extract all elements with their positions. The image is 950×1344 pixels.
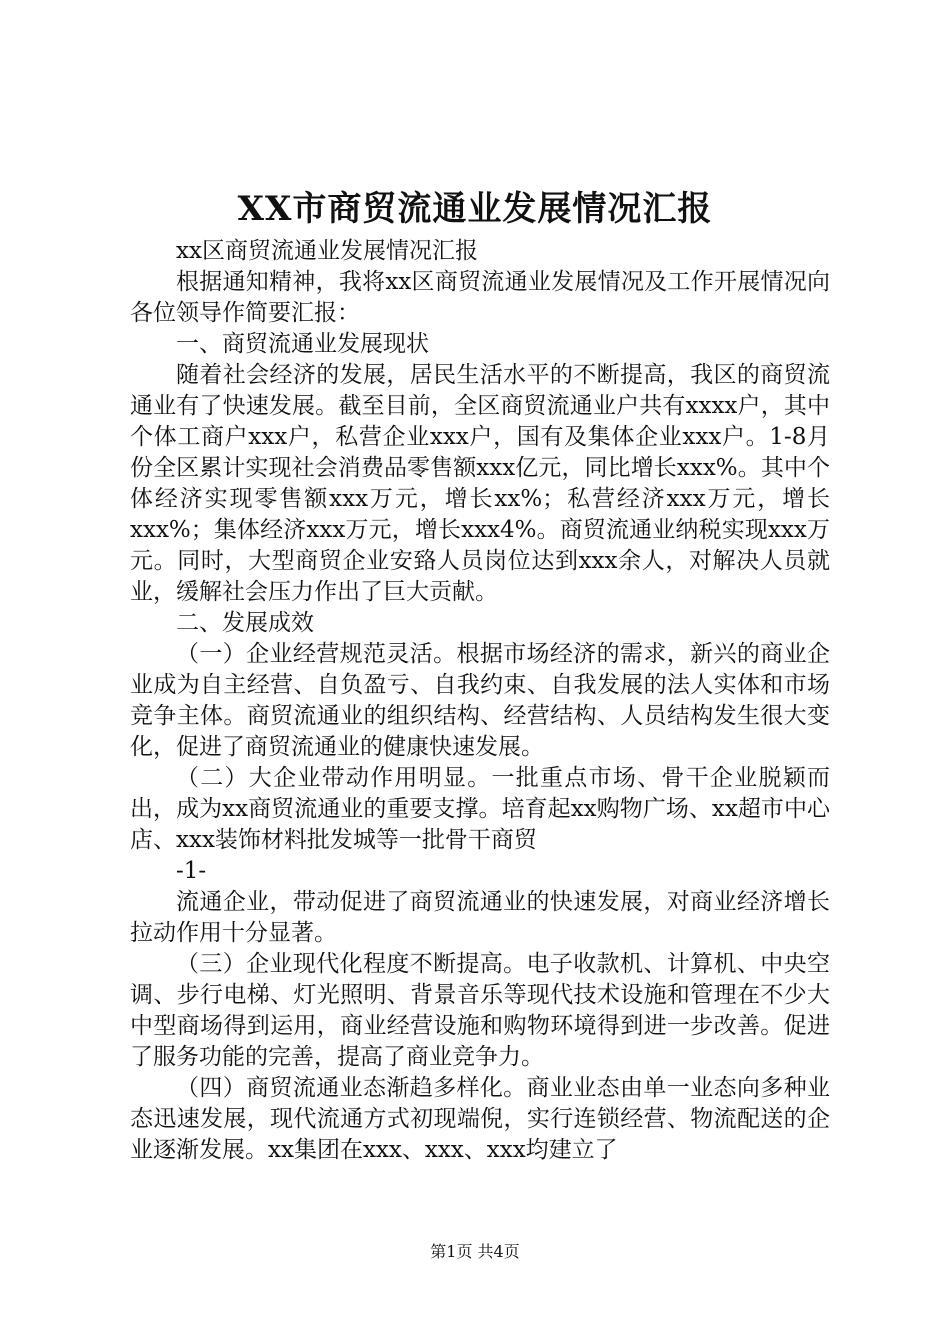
paragraph-intro: 根据通知精神，我将xx区商贸流通业发展情况及工作开展情况向各位领导作简要汇报： xyxy=(130,269,830,326)
page-footer: 第1页 共4页 xyxy=(430,1242,520,1261)
paragraph-result-1: （一）企业经营规范灵活。根据市场经济的需求，新兴的商业企业成为自主经营、自负盈亏、自我约束、自我发展的法人实体和市场竞争主体。商贸流通业的组织结构、经营结构、人员结构发生很大变化，促进了商贸流通业的健康快速发展。 xyxy=(130,641,830,760)
section-heading-status: 一、商贸流通业发展现状 xyxy=(176,331,429,357)
paragraph-status: 随着社会经济的发展，居民生活水平的不断提高，我区的商贸流通业有了快速发展。截至目前，全区商贸流通业户共有xxxx户，其中个体工商户xxx户，私营企业xxx户，国有及集体企业xxx户。1-8月份全区累计实现社会消费品零售额xxx亿元，同比增长xxx%。其中个体经济实现零售额xxx万元，增长xx%；私营经济xxx万元，增长xxx%；集体经济xxx万元，增长xxx4%。商贸流通业纳税实现xxx万元。同时，大型商贸企业安臵人员岗位达到xxx余人，对解决人员就业，缓解社会压力作出了巨大贡献。 xyxy=(130,362,830,605)
paragraph-result-4: （四）商贸流通业态渐趋多样化。商业业态由单一业态向多种业态迅速发展，现代流通方式初现端倪，实行连锁经营、物流配送的企业逐渐发展。xx集团在xxx、xxx、xxx均建立了 xyxy=(130,1075,830,1163)
section-heading-results: 二、发展成效 xyxy=(176,610,314,636)
paragraph-result-2: （二）大企业带动作用明显。一批重点市场、骨干企业脱颖而出，成为xx商贸流通业的重要支撑。培育起xx购物广场、xx超市中心店、xxx装饰材料批发城等一批骨干商贸 xyxy=(130,765,830,853)
paragraph-result-3: （三）企业现代化程度不断提高。电子收款机、计算机、中央空调、步行电梯、灯光照明、背景音乐等现代技术设施和管理在不少大中型商场得到运用，商业经营设施和购物环境得到进一步改善。促进了服务功能的完善，提高了商业竞争力。 xyxy=(130,951,830,1070)
document-body xyxy=(130,236,830,1166)
paragraph-subtitle: xx区商贸流通业发展情况汇报 xyxy=(176,238,478,264)
inline-page-number: -1- xyxy=(176,858,207,884)
paragraph-continued: 流通企业，带动促进了商贸流通业的快速发展，对商业经济增长拉动作用十分显著。 xyxy=(130,889,830,946)
document-title: XX市商贸流通业发展情况汇报 xyxy=(237,189,713,229)
